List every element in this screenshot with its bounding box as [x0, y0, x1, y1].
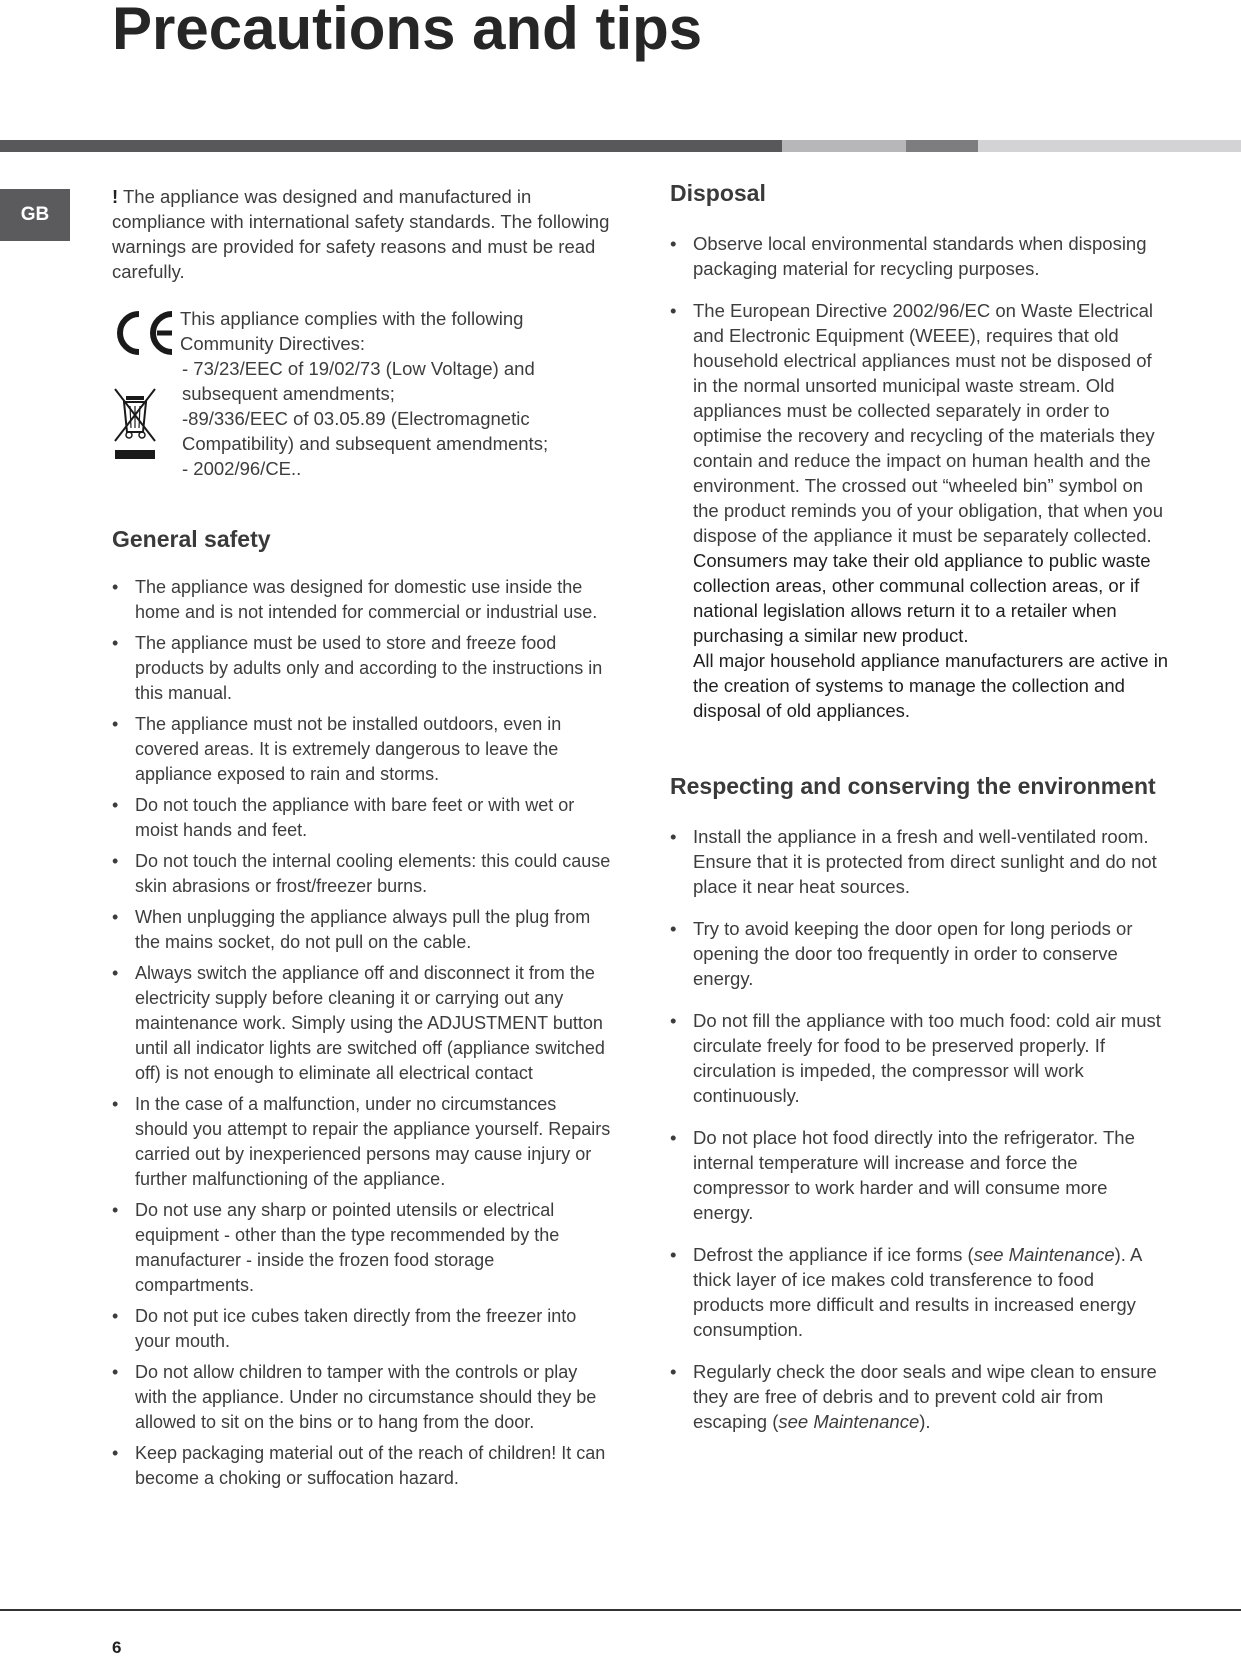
- header-band-mid: [906, 140, 978, 152]
- maintenance-reference: see Maintenance: [973, 1244, 1115, 1265]
- list-item: • Do not fill the appliance with too much food: cold air must circulate freely for food to be preserved properly. If circulation is impeded, the compressor will work continuously.: [670, 1008, 1170, 1108]
- seals-text-end: ).: [919, 1411, 931, 1432]
- environment-list: [670, 824, 1170, 1434]
- intro-paragraph: [112, 184, 612, 284]
- disposal-heading: Disposal: [670, 180, 766, 206]
- list-item: • In the case of a malfunction, under no circumstances should you attempt to repair the appliance yourself. Repairs carried out by inexperienced persons may cause injury or further malfunctioning of the appliance.: [112, 1092, 612, 1192]
- list-item: • Try to avoid keeping the door open for long periods or opening the door too frequently in order to conserve energy.: [670, 916, 1170, 991]
- list-item: • The appliance must be used to store and freeze food products by adults only and according to the instructions in this manual.: [112, 631, 612, 706]
- directives-block: [112, 306, 612, 481]
- directive-line: Community Directives:: [180, 333, 366, 354]
- header-band-pale: [978, 140, 1241, 152]
- page-number: 6: [112, 1638, 122, 1657]
- list-item: • Do not allow children to tamper with the controls or play with the appliance. Under no circumstance should they be allowed to sit on the bins or to hang from the door.: [112, 1360, 612, 1435]
- directive-line: subsequent amendments;: [182, 383, 395, 404]
- left-column: [112, 184, 612, 1497]
- weee-text: The European Directive 2002/96/EC on Waste Electrical and Electronic Equipment (WEEE), requires that old household electrical appliances must not be disposed of in the normal unsorted municipal waste stream. Old appliances must be collected separately in order to optimise the recovery and recycling of the materials they contain and reduce the impact on human health and the environment. The crossed out “wheeled bin” symbol on the product reminds you of your obligation, that when you dispose of the appliance it must be separately collected.: [693, 300, 1163, 546]
- header-band-light: [782, 140, 906, 152]
- list-item: • Observe local environmental standards when disposing packaging material for recycling purposes.: [670, 231, 1170, 281]
- defrost-text-end: ). A thick layer of ice makes cold transference to food products more difficult and results in increased energy consumption.: [693, 1244, 1142, 1340]
- maintenance-reference: see Maintenance: [778, 1411, 920, 1432]
- page-title: Precautions and tips: [112, 0, 703, 62]
- seals-text: Regularly check the door seals and wipe clean to ensure they are free of debris and to prevent cold air from escaping (: [693, 1361, 1157, 1432]
- directive-line: Compatibility) and subsequent amendments;: [182, 433, 549, 454]
- general-safety-heading: General safety: [112, 526, 271, 552]
- list-item: • The appliance was designed for domestic use inside the home and is not intended for commercial or industrial use.: [112, 575, 612, 625]
- footer-rule: [0, 1609, 1241, 1611]
- environment-heading: Respecting and conserving the environment: [670, 773, 1156, 799]
- header-band-dark: [0, 140, 782, 152]
- general-safety-list: [112, 575, 612, 1491]
- list-item: • Do not touch the appliance with bare feet or with wet or moist hands and feet.: [112, 793, 612, 843]
- right-column: [670, 180, 1170, 1451]
- directive-line: - 2002/96/CE..: [182, 458, 302, 479]
- manufacturers-text: All major household appliance manufacturers are active in the creation of systems to manage the collection and disposal of old appliances.: [693, 650, 1169, 721]
- list-item: [670, 1359, 1170, 1434]
- directive-line: -89/336/EEC of 03.05.89 (Electromagnetic: [182, 408, 530, 429]
- list-item: [670, 298, 1170, 723]
- language-tab: GB: [0, 189, 70, 241]
- list-item: • Do not put ice cubes taken directly from the freezer into your mouth.: [112, 1304, 612, 1354]
- ce-mark-icon: [112, 308, 176, 358]
- intro-text: The appliance was designed and manufactured in compliance with international safety standards. The following warnings are provided for safety reasons and must be read carefully.: [112, 186, 610, 282]
- list-item: [670, 1242, 1170, 1342]
- directive-line: - 73/23/EEC of 19/02/73 (Low Voltage) and: [182, 358, 535, 379]
- list-item: • Do not touch the internal cooling elements: this could cause skin abrasions or frost/freezer burns.: [112, 849, 612, 899]
- list-item: • Install the appliance in a fresh and well-ventilated room. Ensure that it is protected from direct sunlight and do not place it near heat sources.: [670, 824, 1170, 899]
- list-item: • Keep packaging material out of the reach of children! It can become a choking or suffocation hazard.: [112, 1441, 612, 1491]
- list-item: • The appliance must not be installed outdoors, even in covered areas. It is extremely dangerous to leave the appliance exposed to rain and storms.: [112, 712, 612, 787]
- collection-text: Consumers may take their old appliance to public waste collection areas, other communal collection areas, or if national legislation allows return it to a retailer when purchasing a similar new product.: [693, 550, 1151, 646]
- directive-line: This appliance complies with the following: [180, 308, 524, 329]
- defrost-text: Defrost the appliance if ice forms (: [693, 1244, 974, 1265]
- list-item: • Do not use any sharp or pointed utensils or electrical equipment - other than the type recommended by the manufacturer - inside the frozen food storage compartments.: [112, 1198, 612, 1298]
- crossed-bin-icon: [112, 386, 158, 464]
- list-item: • Do not place hot food directly into the refrigerator. The internal temperature will increase and force the compressor to work harder and will consume more energy.: [670, 1125, 1170, 1225]
- list-item: • Always switch the appliance off and disconnect it from the electricity supply before cleaning it or carrying out any maintenance work. Simply using the ADJUSTMENT button until all indicator lights are switched off (appliance switched off) is not enough to eliminate all electrical contact: [112, 961, 612, 1086]
- warning-mark: !: [112, 186, 119, 207]
- list-item: • When unplugging the appliance always pull the plug from the mains socket, do not pull on the cable.: [112, 905, 612, 955]
- disposal-list: [670, 231, 1170, 723]
